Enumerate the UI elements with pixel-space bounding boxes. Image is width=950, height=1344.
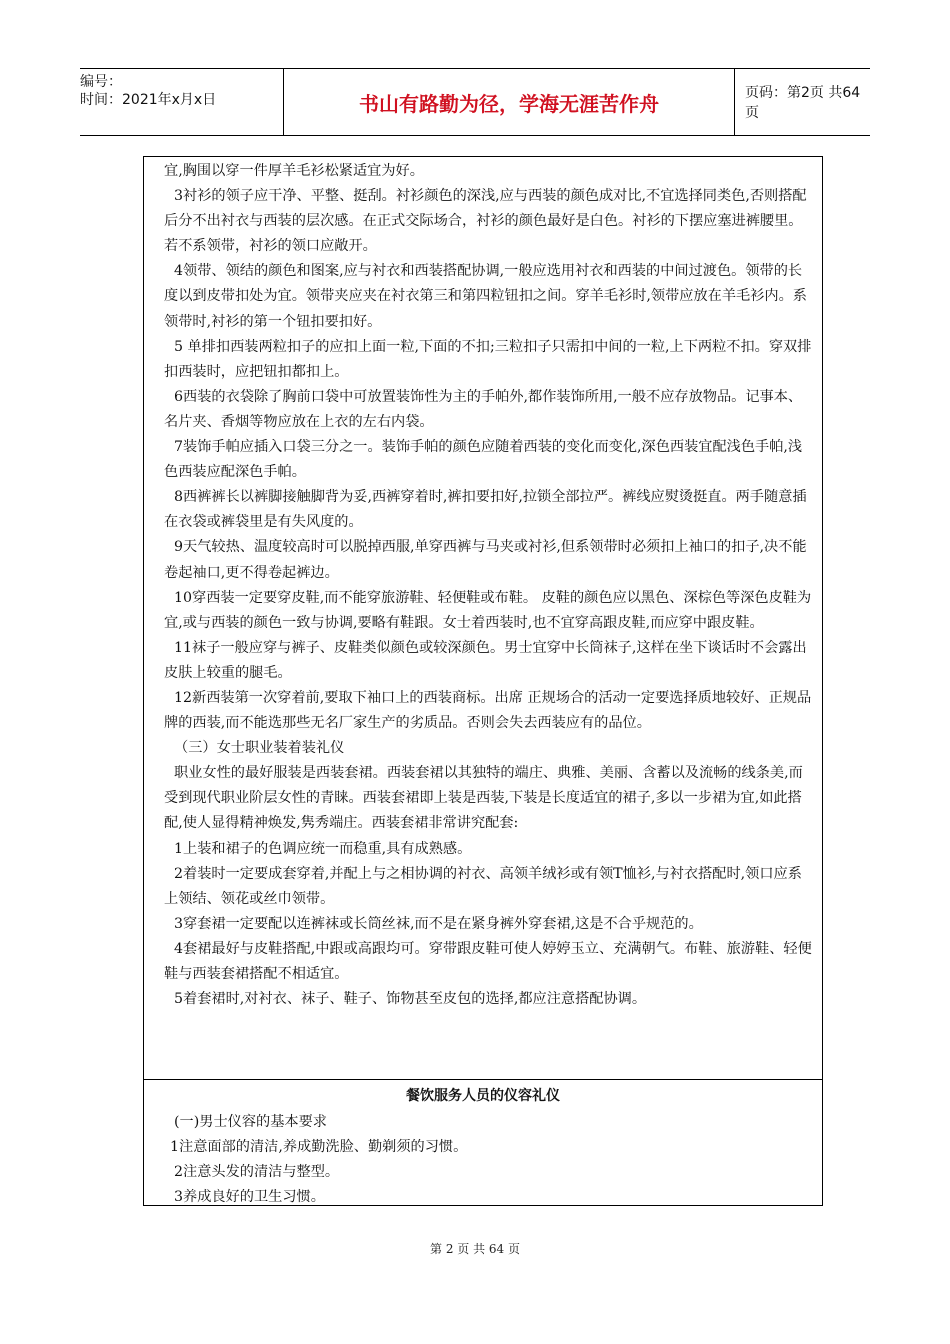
header-meta (80, 69, 283, 139)
paragraph: 宜,胸围以穿一件厚羊毛衫松紧适宜为好。 (164, 163, 424, 179)
paragraph: 3养成良好的卫生习惯。 (174, 1189, 325, 1206)
paragraph: 5 单排扣西装两粒扣子的应扣上面一粒,下面的不扣;三粒扣子只需扣中间的一粒,上下两粒不扣。穿双排扣西装时，应把钮扣都扣上。 (164, 338, 812, 380)
paragraph: 5着套裙时,对衬衣、袜子、鞋子、饰物甚至皮包的选择,都应注意搭配协调。 (174, 991, 647, 1008)
page-footer: 第 2 页 共 64 页 (430, 1242, 520, 1256)
paragraph: 6西装的衣袋除了胸前口袋中可放置装饰性为主的手帕外,都作装饰所用,一般不应存放物品。记事本、名片夹、香烟等物应放在上衣的左右内袋。 (164, 388, 803, 430)
paragraph: 12新西装第一次穿着前,要取下袖口上的西装商标。出席 正规场合的活动一定要选择质地较好、正规品牌的西装,而不能选那些无名厂家生产的劣质品。否则会失去西装应有的品位。 (164, 689, 812, 732)
page-indicator: 页码：第2页 共64页 (745, 85, 861, 121)
content-box-appearance-etiquette (143, 1079, 823, 1206)
motto: 书山有路勤为径，学海无涯苦作舟 (283, 69, 735, 135)
paragraph: 2着装时一定要成套穿着,并配上与之相协调的衬衣、高领羊绒衫或有领T恤衫,与衬衣搭配时,领口应系上领结、领花或丝巾领带。 (164, 865, 802, 907)
subsection-heading: （三）女士职业装着装礼仪 (174, 740, 345, 757)
paragraph: 4领带、领结的颜色和图案,应与衬衣和西装搭配协调,一般应选用衬衣和西装的中间过渡色。领带的长度以到皮带扣处为宜。领带夹应夹在衬衣第三和第四粒钮扣之间。穿羊毛衫时,领带应放在羊毛衫内。系领带时,衬衫的第一个钮扣要扣好。 (164, 263, 807, 330)
paragraph: 9天气较热、温度较高时可以脱掉西服,单穿西裤与马夹或衬衫,但系领带时必须扣上袖口的扣子,决不能卷起袖口,更不得卷起裤边。 (164, 539, 807, 581)
paragraph: 1上装和裙子的色调应统一而稳重,具有成熟感。 (174, 840, 472, 857)
paragraph: 3穿套裙一定要配以连裤袜或长筒丝袜,而不是在紧身裤外穿套裙,这是不合乎规范的。 (174, 915, 703, 932)
paragraph: 7装饰手帕应插入口袋三分之一。装饰手帕的颜色应随着西装的变化而变化,深色西装宜配浅色手帕,浅色西装应配深色手帕。 (164, 439, 803, 481)
subsection-heading: (一)男士仪容的基本要求 (174, 1114, 327, 1130)
paragraph: 1注意面部的清洁,养成勤洗脸、勤剃须的习惯。 (170, 1139, 468, 1156)
paragraph: 8西裤裤长以裤脚接触脚背为妥,西裤穿着时,裤扣要扣好,拉锁全部拉严。裤线应熨烫挺直。两手随意插在衣袋或裤袋里是有失风度的。 (164, 489, 807, 531)
content-box-suit-etiquette (143, 156, 823, 1080)
paragraph: 2注意头发的清洁与整型。 (174, 1164, 340, 1181)
number-label: 编号： (80, 74, 122, 90)
paragraph: 11袜子一般应穿与裤子、皮鞋类似颜色或较深颜色。男士宜穿中长筒袜子,这样在坐下谈话时不会露出皮肤上较重的腿毛。 (164, 639, 807, 681)
page-header (80, 68, 870, 136)
paragraph: 10穿西装一定要穿皮鞋,而不能穿旅游鞋、轻便鞋或布鞋。 皮鞋的颜色应以黑色、深棕色等深色皮鞋为宜,或与西装的颜色一致与协调,要略有鞋跟。女士着西装时,也不宜穿高跟皮鞋,而应穿中跟皮鞋。 (164, 589, 812, 631)
paragraph: 职业女性的最好服装是西装套裙。西装套裙以其独特的端庄、典雅、美丽、含蓄以及流畅的线条美,而受到现代职业阶层女性的青睐。西装套裙即上装是西装,下装是长度适宜的裙子,多以一步裙为宜,如此搭配,使人显得精神焕发,隽秀端庄。西装套裙非常讲究配套: (164, 765, 803, 832)
date-label: 时间：2021年x月x日 (80, 92, 217, 108)
paragraph: 3衬衫的领子应干净、平整、挺刮。衬衫颜色的深浅,应与西装的颜色成对比,不宜选择同类色,否则搭配后分不出衬衣与西装的层次感。在正式交际场合，衬衫的颜色最好是白色。衬衫的下摆应塞进裤腰里。若不系领带，衬衫的领口应敞开。 (164, 188, 807, 255)
section-title: 餐饮服务人员的仪容礼仪 (406, 1088, 560, 1104)
paragraph: 4套裙最好与皮鞋搭配,中跟或高跟均可。穿带跟皮鞋可使人婷婷玉立、充满朝气。布鞋、旅游鞋、轻便鞋与西装套裙搭配不相适宜。 (164, 940, 812, 982)
